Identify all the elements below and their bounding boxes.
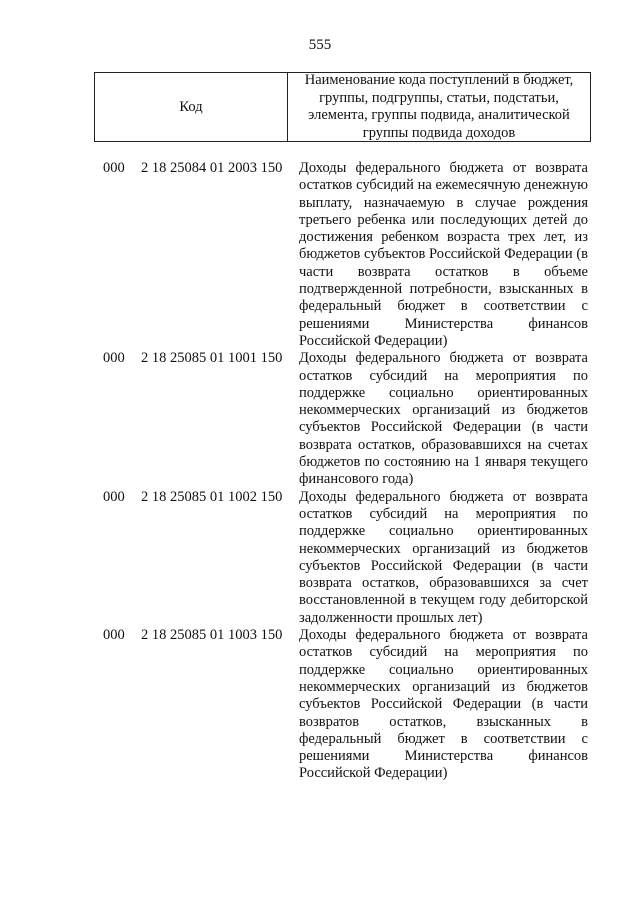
table-row [0,489,640,627]
table-body [0,160,640,783]
header-name-cell: Наименование кода поступлений в бюджет, группы, подгруппы, статьи, подстатьи, элемента, группы подвида, аналитической группы подвида доходов [304,72,574,141]
table-row [0,160,640,350]
revenue-description: Доходы федерального бюджета от возврата остатков субсидий на мероприятия по поддержке социально ориентированных некоммерческих организаций из бюджетов субъектов Российской Федерации (в части возврата остатков, образовавшихся за счет восстановленной в текущем году дебиторской задолженности прошлых лет) [299,488,588,626]
header-code-cell: Код [95,73,288,141]
table-row [0,350,640,488]
revenue-code: 2 18 25085 01 1003 150 [141,627,283,644]
revenue-description: Доходы федерального бюджета от возврата остатков субсидий на мероприятия по поддержке социально ориентированных некоммерческих организаций из бюджетов субъектов Российской Федерации (в части возврата остатков, образовавшихся на счетах бюджетов по состоянию на 1 января текущего финансового года) [299,350,588,488]
revenue-code: 2 18 25085 01 1001 150 [141,350,283,367]
table-row [0,627,640,783]
revenue-code: 2 18 25084 01 2003 150 [141,160,283,176]
admin-code: 000 [103,627,125,644]
revenue-description: Доходы федерального бюджета от возврата остатков субсидий на ежемесячную денежную выплату, назначаемую в случае рождения третьего ребенка или последующих детей до достижения ребенком возраста трех лет, из бюджетов субъектов Российской Федерации (в части возврата остатков в объеме подтвержденной потребности, взысканных в федеральный бюджет в соответствии с решениями Министерства финансов Российской Федерации) [299,160,588,349]
admin-code: 000 [103,350,125,367]
page-number: 555 [308,37,332,53]
admin-code: 000 [103,160,125,176]
admin-code: 000 [103,488,125,505]
table-header [94,72,591,142]
revenue-description: Доходы федерального бюджета от возврата остатков субсидий на мероприятия по поддержке социально ориентированных некоммерческих организаций из бюджетов субъектов Российской Федерации (в части возвратов остатков, взысканных в федеральный бюджет в соответствии с решениями Министерства финансов Российской Федерации) [299,627,588,782]
revenue-code: 2 18 25085 01 1002 150 [141,488,283,505]
